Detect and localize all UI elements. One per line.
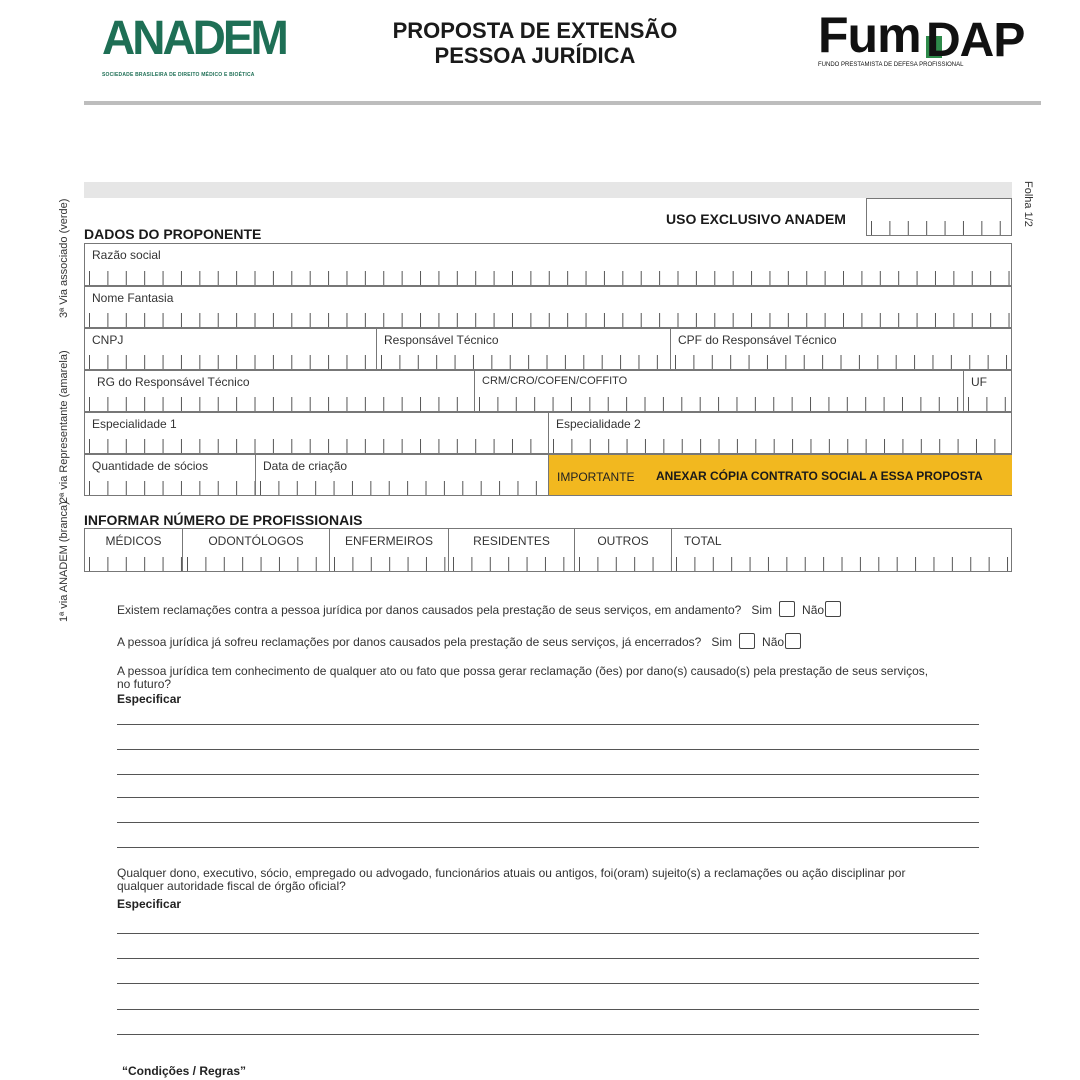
q4-answer-line[interactable] bbox=[117, 958, 979, 959]
odontologos-field[interactable] bbox=[182, 529, 329, 572]
data-criacao-label: Data de criação bbox=[263, 459, 348, 473]
anadem-tagline: SOCIEDADE BRASILEIRA DE DIREITO MÉDICO E BIOÉTICA bbox=[102, 72, 255, 78]
total-field[interactable] bbox=[671, 529, 1011, 572]
field-ticks bbox=[85, 439, 548, 454]
quantidade-socios-label: Quantidade de sócios bbox=[92, 459, 209, 473]
data-criacao-field[interactable] bbox=[255, 454, 548, 495]
cnpj-field[interactable] bbox=[85, 328, 376, 370]
q1-sim-label: Sim bbox=[751, 603, 773, 617]
q4-answer-line[interactable] bbox=[117, 1009, 979, 1010]
total-label: TOTAL bbox=[684, 534, 722, 548]
side-label-via2: 2ª via Representante (amarela) bbox=[58, 350, 70, 503]
field-ticks bbox=[575, 557, 671, 572]
uso-exclusivo-label: USO EXCLUSIVO ANADEM bbox=[666, 211, 846, 227]
title-line-1: PROPOSTA DE EXTENSÃO bbox=[392, 18, 678, 43]
important-message: ANEXAR CÓPIA CONTRATO SOCIAL A ESSA PROPOSTA bbox=[656, 469, 983, 483]
especialidade-1-label: Especialidade 1 bbox=[92, 417, 177, 431]
q2-nao-checkbox[interactable] bbox=[785, 633, 801, 649]
field-ticks bbox=[330, 557, 448, 572]
question-1-text: Existem reclamações contra a pessoa jurídica por danos causados pela prestação de seus serviços, em andamento? bbox=[117, 603, 742, 617]
residentes-label: RESIDENTES bbox=[473, 534, 550, 548]
svg-text:DAP: DAP bbox=[926, 14, 1025, 62]
fumdap-wordmark-graphic bbox=[818, 8, 1038, 62]
razao-social-field[interactable] bbox=[85, 243, 1012, 286]
profissionais-grid bbox=[84, 528, 1012, 572]
q4-answer-line[interactable] bbox=[117, 983, 979, 984]
q2-nao-label: Não bbox=[762, 635, 785, 649]
important-notice bbox=[548, 454, 1012, 495]
question-3-line-2: no futuro? bbox=[117, 677, 172, 691]
nome-fantasia-field[interactable] bbox=[85, 286, 1012, 328]
q4-answer-line[interactable] bbox=[117, 933, 979, 934]
field-ticks bbox=[85, 557, 182, 572]
question-2-text: A pessoa jurídica já sofreu reclamações por danos causados pela prestação de seus serviços, já encerrados? bbox=[117, 635, 702, 649]
quantidade-socios-field[interactable] bbox=[85, 454, 255, 495]
field-ticks bbox=[671, 355, 1012, 370]
uso-exclusivo-ticks bbox=[867, 221, 1011, 235]
question-4-line-1: Qualquer dono, executivo, sócio, empregado ou advogado, funcionários atuais ou antigos, foi(oram) sujeito(s) a reclamações ou ação disciplinar por bbox=[117, 866, 906, 880]
question-2 bbox=[117, 633, 801, 649]
field-ticks bbox=[85, 313, 1012, 328]
q3-answer-line[interactable] bbox=[117, 724, 979, 725]
q1-nao-checkbox[interactable] bbox=[825, 601, 841, 617]
cnpj-label: CNPJ bbox=[92, 333, 124, 347]
q2-sim-checkbox[interactable] bbox=[739, 633, 755, 649]
fumdap-logo bbox=[818, 8, 1038, 72]
q3-especificar-label: Especificar bbox=[117, 692, 182, 706]
nome-fantasia-label: Nome Fantasia bbox=[92, 291, 174, 305]
question-4 bbox=[117, 867, 905, 893]
field-ticks bbox=[85, 481, 255, 495]
anadem-wordmark: ANADEM bbox=[102, 9, 286, 65]
residentes-field[interactable] bbox=[448, 529, 574, 572]
field-ticks bbox=[85, 355, 376, 370]
outros-field[interactable] bbox=[574, 529, 671, 572]
q3-answer-line[interactable] bbox=[117, 774, 979, 775]
field-ticks bbox=[85, 271, 1012, 286]
responsavel-tecnico-field[interactable] bbox=[376, 328, 670, 370]
q2-sim-label: Sim bbox=[711, 635, 733, 649]
dados-grid bbox=[84, 243, 1012, 496]
field-ticks bbox=[183, 557, 329, 572]
dados-section-title: DADOS DO PROPONENTE bbox=[84, 226, 262, 242]
important-label: IMPORTANTE bbox=[557, 470, 635, 484]
q4-especificar-label: Especificar bbox=[117, 897, 182, 911]
razao-social-label: Razão social bbox=[92, 248, 161, 262]
question-3 bbox=[117, 665, 928, 691]
especialidade-2-label: Especialidade 2 bbox=[556, 417, 641, 431]
rg-responsavel-label: RG do Responsável Técnico bbox=[97, 375, 250, 389]
enfermeiros-label: ENFERMEIROS bbox=[344, 534, 433, 548]
question-1 bbox=[117, 601, 841, 617]
header-divider bbox=[84, 101, 1041, 105]
side-label-folha: Folha 1/2 bbox=[1022, 181, 1034, 227]
field-ticks bbox=[377, 355, 670, 370]
uf-label: UF bbox=[971, 375, 987, 389]
svg-text:Fum: Fum bbox=[818, 8, 921, 62]
especialidade-2-field[interactable] bbox=[548, 412, 1012, 454]
page-title bbox=[340, 18, 730, 68]
condicoes-regras-label: “Condições / Regras” bbox=[122, 1064, 247, 1078]
fumdap-tagline: FUNDO PRESTAMISTA DE DEFESA PROFISSIONAL bbox=[818, 62, 964, 68]
field-ticks bbox=[256, 481, 548, 495]
uso-exclusivo-box bbox=[866, 198, 1012, 236]
q3-answer-line[interactable] bbox=[117, 797, 979, 798]
field-ticks bbox=[964, 397, 1012, 412]
header-band bbox=[84, 182, 1012, 198]
field-ticks bbox=[549, 439, 1012, 454]
responsavel-tecnico-label: Responsável Técnico bbox=[384, 333, 499, 347]
especialidade-1-field[interactable] bbox=[85, 412, 548, 454]
crm-label: CRM/CRO/COFEN/COFFITO bbox=[482, 375, 628, 387]
question-4-line-2: qualquer autoridade fiscal de órgão oficial? bbox=[117, 879, 346, 893]
uf-field[interactable] bbox=[963, 370, 1012, 412]
side-label-via3: 3ª Via associado (verde) bbox=[58, 198, 70, 318]
medicos-label: MÉDICOS bbox=[105, 534, 162, 548]
cpf-responsavel-field[interactable] bbox=[670, 328, 1012, 370]
q1-nao-label: Não bbox=[802, 603, 825, 617]
question-3-line-1: A pessoa jurídica tem conhecimento de qualquer ato ou fato que possa gerar reclamação (ões) por dano(s) causado(s) pela prestação de seus serviços, bbox=[117, 664, 929, 678]
q3-answer-line[interactable] bbox=[117, 847, 979, 848]
cpf-responsavel-label: CPF do Responsável Técnico bbox=[678, 333, 837, 347]
crm-field[interactable] bbox=[474, 370, 963, 412]
profissionais-section-title: INFORMAR NÚMERO DE PROFISSIONAIS bbox=[84, 512, 363, 528]
q3-answer-line[interactable] bbox=[117, 822, 979, 823]
q1-sim-checkbox[interactable] bbox=[779, 601, 795, 617]
title-line-2: PESSOA JURÍDICA bbox=[434, 43, 636, 68]
field-ticks bbox=[475, 397, 963, 412]
odontologos-label: ODONTÓLOGOS bbox=[208, 534, 304, 548]
field-ticks bbox=[672, 557, 1011, 572]
q4-answer-line[interactable] bbox=[117, 1034, 979, 1035]
anadem-logo bbox=[102, 9, 286, 78]
field-ticks bbox=[449, 557, 574, 572]
medicos-field[interactable] bbox=[85, 529, 182, 572]
enfermeiros-field[interactable] bbox=[329, 529, 448, 572]
field-ticks bbox=[85, 397, 474, 412]
outros-label: OUTROS bbox=[597, 534, 649, 548]
side-label-via1: 1ª via ANADEM (branca) bbox=[58, 501, 70, 622]
q3-answer-line[interactable] bbox=[117, 749, 979, 750]
rg-responsavel-field[interactable] bbox=[85, 370, 474, 412]
